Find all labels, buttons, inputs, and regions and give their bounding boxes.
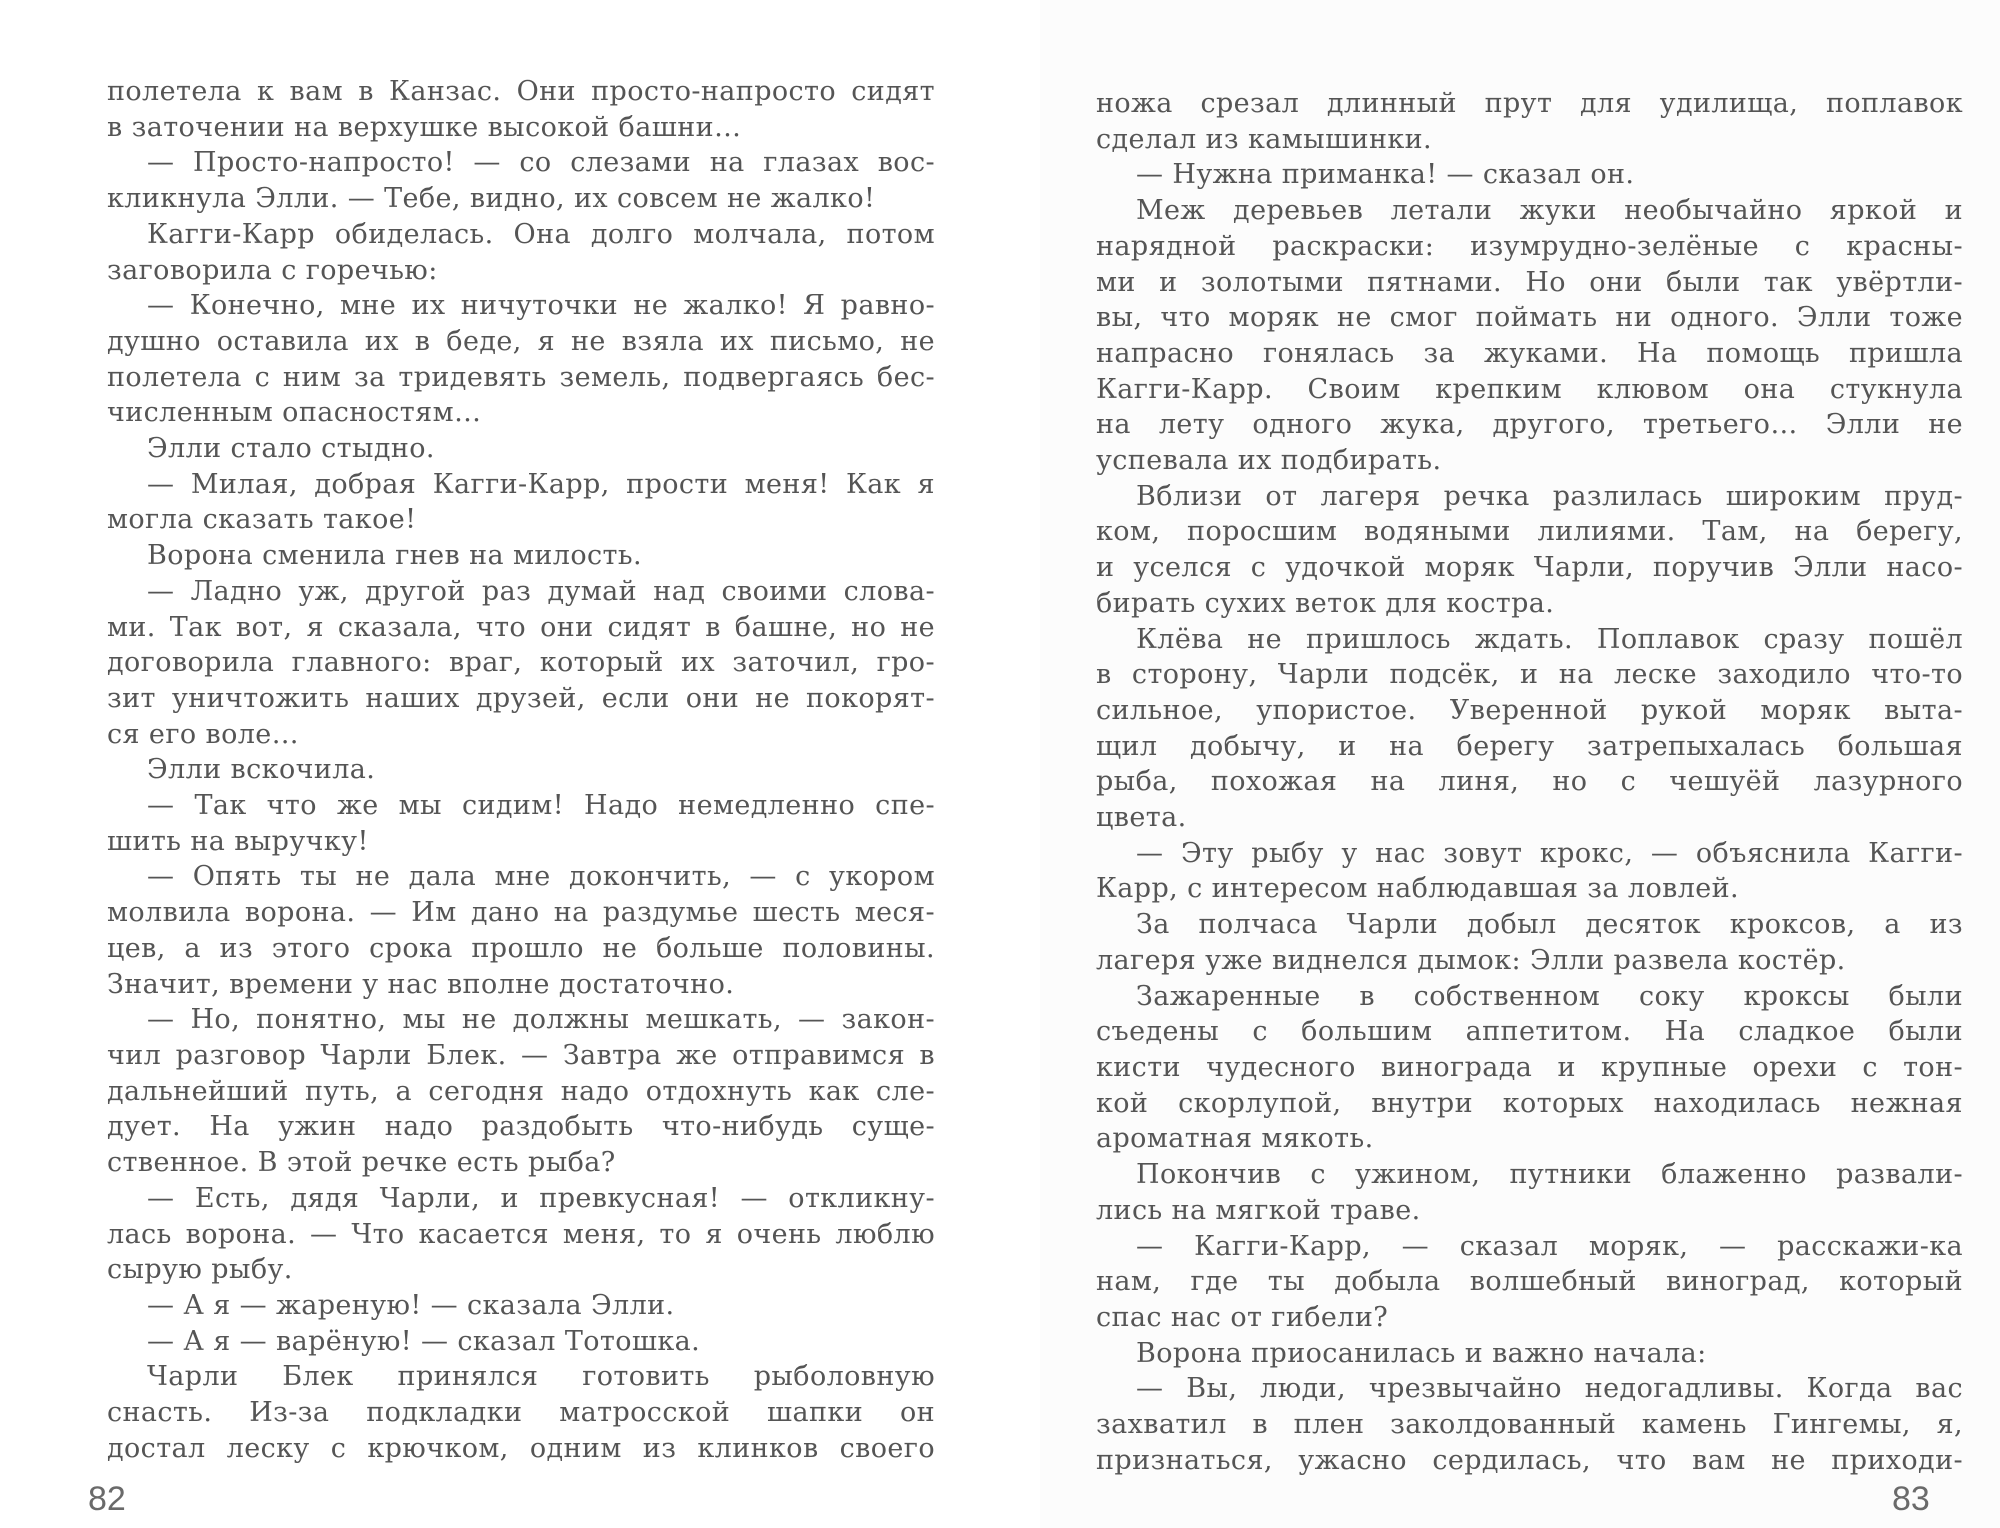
text-line: могла сказать такое! [107, 504, 417, 536]
text-line: на лету одного жука, другого, третьего… Элли не [1096, 409, 1963, 441]
text-line: сделал из камышинки. [1096, 123, 1433, 155]
text-line: полетела к вам в Канзас. Они просто-напросто сидят [107, 76, 935, 107]
text-line: Ворона приосанилась и важно начала: [1136, 1337, 1707, 1369]
text-line: — Ладно уж, другой раз думай над своими слова- [147, 575, 935, 607]
text-line: зит уничтожить наших друзей, если они не покорят- [107, 682, 935, 714]
text-line: Карр, с интересом наблюдавшая за ловлей. [1096, 873, 1740, 905]
text-line: щил добычу, и на берегу затрепыхалась большая [1096, 730, 1963, 762]
right-page-text [1096, 86, 1963, 1478]
text-line: — Так что же мы сидим! Надо немедленно спе- [147, 790, 935, 822]
text-line: лась ворона. — Что касается меня, то я очень люблю [107, 1218, 935, 1250]
text-line: Кагги-Карр обиделась. Она долго молчала, потом [147, 218, 935, 250]
text-line: сильное, упористое. Уверенной рукой моряк выта- [1096, 694, 1963, 726]
text-line: шить на выручку! [107, 825, 369, 857]
text-line: и уселся с удочкой моряк Чарли, поручив Элли насо- [1096, 552, 1963, 584]
text-line: Покончив с ужином, путники блаженно развали- [1136, 1159, 1963, 1191]
text-line: спас нас от гибели? [1096, 1301, 1389, 1333]
text-line: — Но, понятно, мы не должны мешкать, — закон- [147, 1004, 935, 1036]
text-line: успевала их подбирать. [1096, 445, 1442, 477]
text-line: Значит, времени у нас вполне достаточно. [107, 968, 735, 1000]
text-line: бирать сухих веток для костра. [1096, 587, 1555, 619]
text-line: — Эту рыбу у нас зовут крокс, — объяснила Кагги- [1136, 837, 1963, 869]
text-line: нарядной раскраски: изумрудно-зелёные с красны- [1096, 230, 1963, 262]
text-line: захватил в плен заколдованный камень Гингемы, я, [1096, 1409, 1963, 1441]
text-line: дальнейший путь, а сегодня надо отдохнуть как сле- [107, 1075, 935, 1107]
text-line: напрасно гонялась за жуками. На помощь пришла [1096, 337, 1963, 369]
text-line: — Милая, добрая Кагги-Карр, прости меня! Как я [147, 468, 935, 500]
text-line: — Опять ты не дала мне докончить, — с укором [147, 861, 935, 893]
text-line: в заточении на верхушке высокой башни… [107, 111, 742, 143]
text-line: договорила главного: враг, который их заточил, гро- [107, 647, 935, 679]
text-line: ственное. В этой речке есть рыба? [107, 1147, 616, 1179]
text-line: дует. На ужин надо раздобыть что-нибудь суще- [107, 1111, 935, 1143]
text-line: заговорила с горечью: [107, 254, 438, 286]
text-line: — Нужна приманка! — сказал он. [1136, 159, 1635, 191]
text-line: Кагги-Карр. Своим крепким клювом она стукнула [1096, 373, 1963, 405]
text-line: признаться, ужасно сердилась, что вам не приходи- [1096, 1444, 1963, 1476]
text-line: съедены с большим аппетитом. На сладкое были [1096, 1016, 1963, 1048]
page-number-right: 83 [1892, 1480, 1930, 1518]
text-line: Ворона сменила гнев на милость. [147, 540, 642, 572]
text-line: — Просто-напросто! — со слезами на глазах вос- [147, 147, 935, 179]
page-number-left: 82 [88, 1480, 126, 1518]
text-line: в сторону, Чарли подсёк, и на леске заходило что-то [1096, 659, 1963, 691]
text-line: ароматная мякоть. [1096, 1123, 1374, 1155]
text-line: лагеря уже виднелся дымок: Элли развела костёр. [1096, 944, 1846, 976]
text-line: достал леску с крючком, одним из клинков своего [107, 1432, 935, 1464]
text-line: душно оставила их в беде, я не взяла их письмо, не [107, 325, 935, 357]
text-line: нам, где ты добыла волшебный виноград, который [1096, 1266, 1963, 1298]
text-line: — Есть, дядя Чарли, и превкусная! — откликну- [147, 1182, 935, 1214]
text-line: Клёва не пришлось ждать. Поплавок сразу пошёл [1136, 623, 1963, 655]
text-line: Вблизи от лагеря речка разлилась широким пруд- [1136, 480, 1963, 512]
text-line: ком, поросшим водяными лилиями. Там, на берегу, [1096, 516, 1963, 548]
text-line: вы, что моряк не смог поймать ни одного. Элли тоже [1096, 302, 1963, 334]
text-line: численным опасностям… [107, 397, 482, 429]
text-line: кликнула Элли. — Тебе, видно, их совсем не жалко! [107, 183, 876, 215]
text-line: ми и золотыми пятнами. Но они были так увёртли- [1096, 266, 1963, 298]
text-line: полетела с ним за тридевять земель, подвергаясь бес- [107, 361, 935, 393]
text-line: ся его воле… [107, 718, 300, 750]
text-line: лись на мягкой траве. [1096, 1194, 1421, 1226]
text-line: Элли стало стыдно. [147, 433, 435, 465]
text-line: Зажаренные в собственном соку кроксы были [1136, 980, 1963, 1012]
text-line: молвила ворона. — Им дано на раздумье шесть меся- [107, 897, 935, 929]
text-line: Чарли Блек принялся готовить рыболовную [147, 1361, 935, 1393]
text-line: рыба, похожая на линя, но с чешуёй лазурного [1096, 766, 1963, 798]
right-page [1040, 0, 2000, 1528]
left-page-text [107, 74, 935, 1466]
text-line: Элли вскочила. [147, 754, 376, 786]
text-line: — Конечно, мне их ничуточки не жалко! Я равно- [147, 290, 935, 322]
text-line: — Вы, люди, чрезвычайно недогадливы. Когда вас [1136, 1373, 1963, 1405]
text-line: кисти чудесного винограда и крупные орехи с тон- [1096, 1051, 1963, 1083]
text-line: — А я — жареную! — сказала Элли. [147, 1289, 675, 1321]
text-line: цев, а из этого срока прошло не больше половины. [107, 932, 935, 964]
text-line: сырую рыбу. [107, 1254, 293, 1286]
text-line: — Кагги-Карр, — сказал моряк, — расскажи-ка [1136, 1230, 1963, 1262]
text-line: ми. Так вот, я сказала, что они сидят в башне, но не [107, 611, 935, 643]
text-line: ножа срезал длинный прут для удилища, поплавок [1096, 88, 1963, 119]
text-line: снасть. Из-за подкладки матросской шапки он [107, 1397, 935, 1429]
text-line: кой скорлупой, внутри которых находилась нежная [1096, 1087, 1963, 1119]
text-line: За полчаса Чарли добыл десяток кроксов, а из [1136, 909, 1963, 941]
text-line: Меж деревьев летали жуки необычайно яркой и [1136, 195, 1963, 227]
text-line: — А я — варёную! — сказал Тотошка. [147, 1325, 701, 1357]
text-line: цвета. [1096, 802, 1187, 834]
text-line: чил разговор Чарли Блек. — Завтра же отправимся в [107, 1039, 935, 1071]
